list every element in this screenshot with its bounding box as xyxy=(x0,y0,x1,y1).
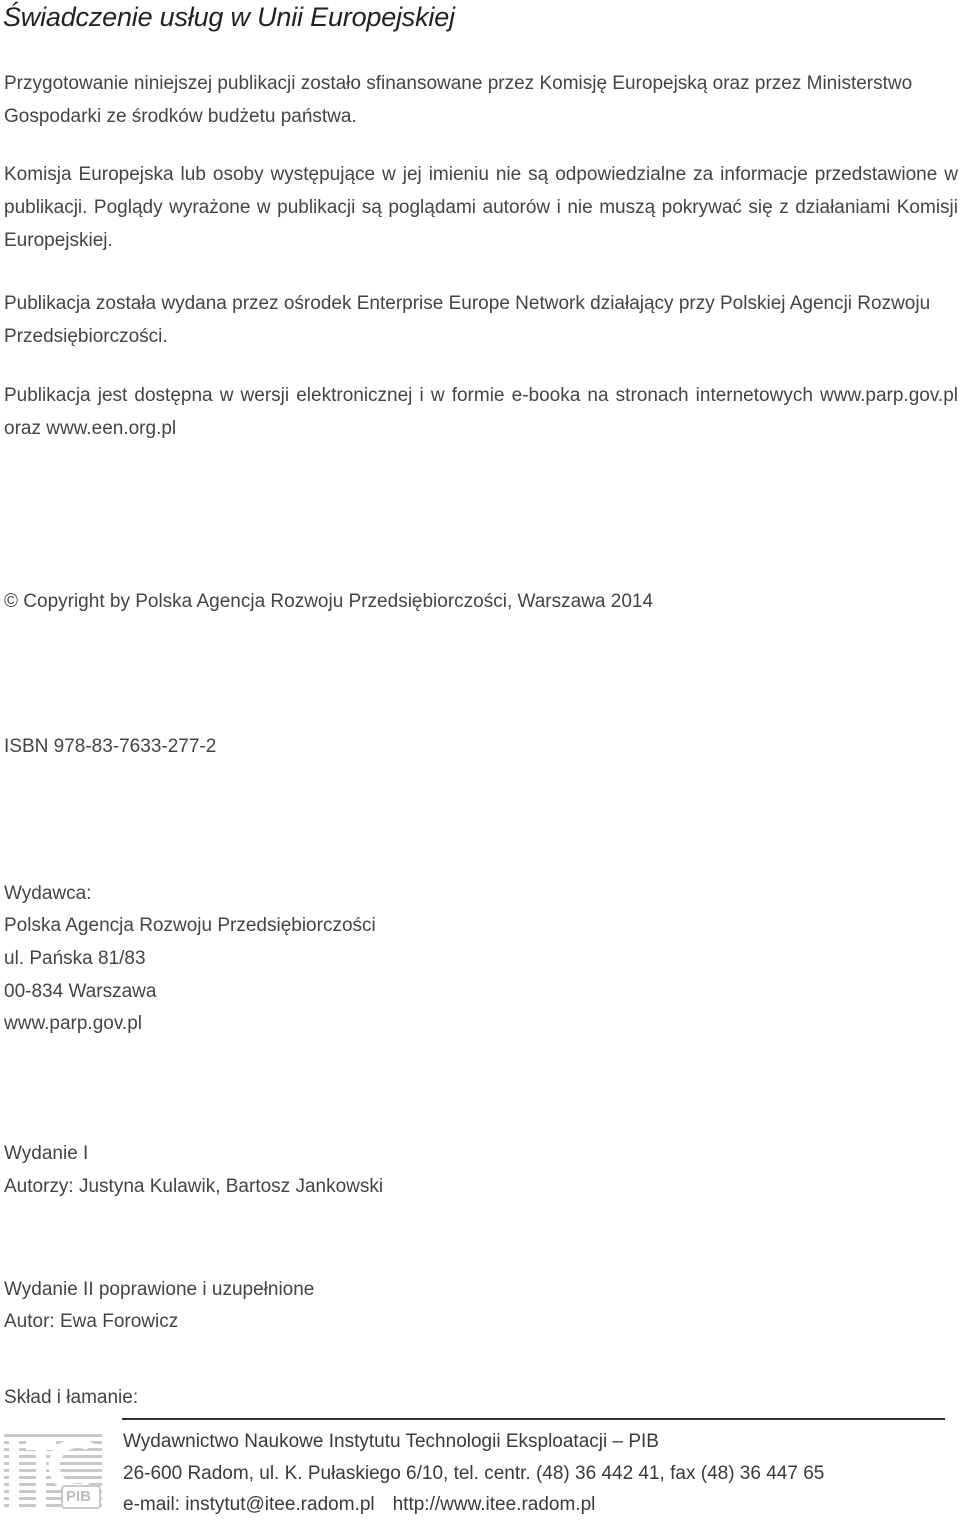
edition-1-label: Wydanie I xyxy=(4,1143,89,1164)
isbn: ISBN 978-83-7633-277-2 xyxy=(4,736,217,757)
edition-1-authors: Autorzy: Justyna Kulawik, Bartosz Jankowski xyxy=(4,1176,384,1197)
publisher-name: Polska Agencja Rozwoju Przedsiębiorczości xyxy=(4,915,376,936)
publisher-website: www.parp.gov.pl xyxy=(4,1013,142,1034)
publisher-city: 00-834 Warszawa xyxy=(4,981,157,1002)
edition-2-author: Autor: Ewa Forowicz xyxy=(4,1311,179,1332)
publisher-label: Wydawca: xyxy=(4,883,92,904)
typesetter-contact xyxy=(123,1489,595,1521)
edition-2-label: Wydanie II poprawione i uzupełnione xyxy=(4,1279,315,1300)
disclaimer-paragraph: Komisja Europejska lub osoby występujące w jej imieniu nie są odpowiedzialne za informacje przedstawione w publikacji. Poglądy wyrażone w publikacji są poglądami autorów i nie muszą pokrywać się z działaniami Komisji Europejskiej. xyxy=(4,164,958,251)
funding-paragraph: Przygotowanie niniejszej publikacji zostało sfinansowane przez Komisję Europejską oraz przez Ministerstwo Gospodarki ze środków budżetu państwa. xyxy=(4,73,913,127)
publisher-street: ul. Pańska 81/83 xyxy=(4,948,146,969)
divider-rule xyxy=(122,1418,945,1420)
typesetting-label: Skład i łamanie: xyxy=(4,1387,139,1408)
typesetter-email: e-mail: instytut@itee.radom.pl xyxy=(123,1494,375,1515)
itee-logo xyxy=(2,1430,104,1514)
document-title: Świadczenie usług w Unii Europejskiej xyxy=(3,2,455,32)
copyright-notice: © Copyright by Polska Agencja Rozwoju Przedsiębiorczości, Warszawa 2014 xyxy=(4,591,654,612)
typesetter-url: http://www.itee.radom.pl xyxy=(392,1494,596,1515)
typesetter-name: Wydawnictwo Naukowe Instytutu Technologii Eksploatacji – PIB xyxy=(123,1431,659,1452)
logo-pib-text: PIB xyxy=(66,1488,92,1505)
availability-paragraph: Publikacja jest dostępna w wersji elektronicznej i w formie e-booka na stronach internetowych www.parp.gov.pl oraz www.een.org.pl xyxy=(4,385,958,439)
publisher-paragraph: Publikacja została wydana przez ośrodek Enterprise Europe Network działający przy Polskiej Agencji Rozwoju Przedsiębiorczości. xyxy=(4,293,931,347)
typesetter-address: 26-600 Radom, ul. K. Pułaskiego 6/10, tel. centr. (48) 36 442 41, fax (48) 36 447 65 xyxy=(123,1463,825,1484)
